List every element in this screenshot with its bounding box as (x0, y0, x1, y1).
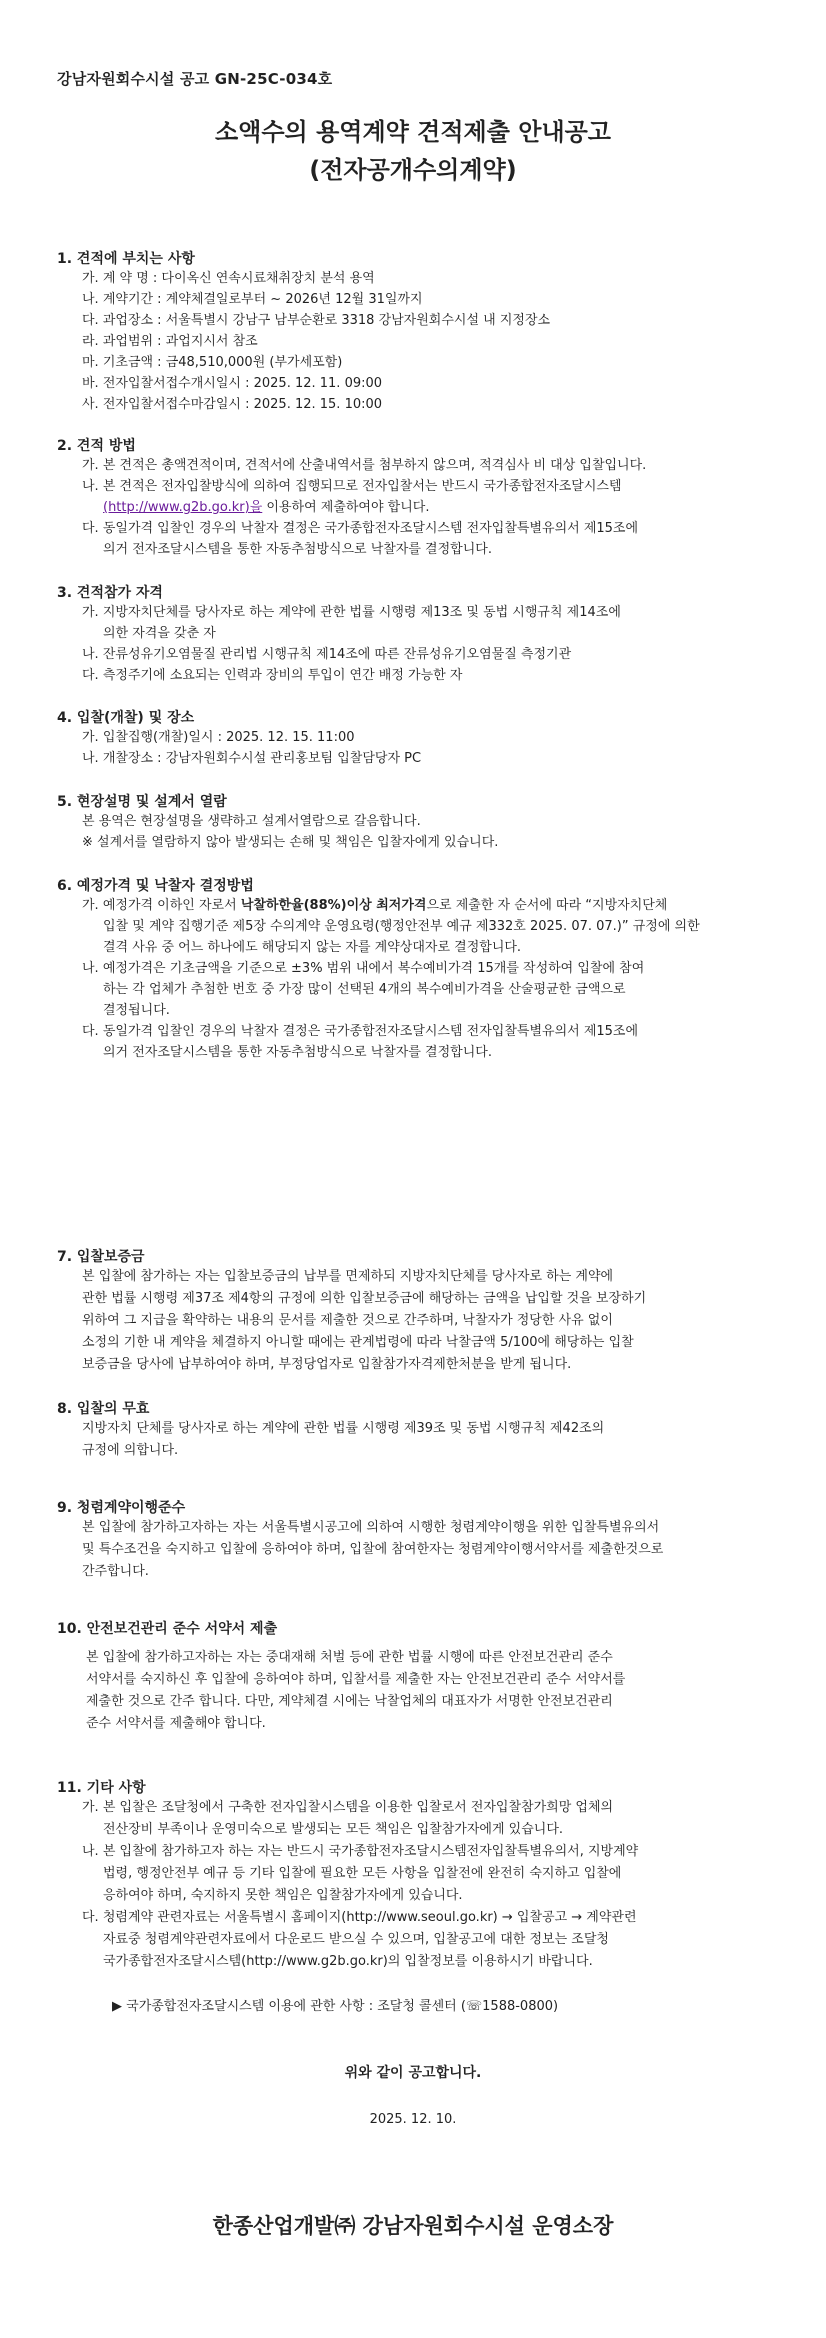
s10-line: 준수 서약서를 제출해야 합니다. (86, 1716, 266, 1731)
s11-item-na-line3: 응하여야 하며, 숙지하지 못한 책임은 입찰참가자에게 있습니다. (103, 1888, 463, 1903)
s6-item-ga-line2: 입찰 및 계약 집행기준 제5장 수의계약 운영요령(행정안전부 예규 제332호 2025. 07. 07.)” 규정에 의한 (103, 919, 700, 934)
s9-line: 본 입찰에 참가하고자하는 자는 서울특별시공고에 의하여 시행한 청렴계약이행을 위한 입찰특별유의서 (82, 1520, 660, 1535)
s1-item-base-amount: 마. 기초금액 : 금48,510,000원 (부가세포함) (82, 355, 343, 370)
s7-line: 소정의 기한 내 계약을 체결하지 아니할 때에는 관계법령에 따라 낙찰금액 5/100에 해당하는 입찰 (82, 1335, 634, 1350)
s3-item-na: 나. 잔류성유기오염물질 관리법 시행규칙 제14조에 따른 잔류성유기오염물질 측정기관 (82, 647, 572, 662)
section-6-title: 6. 예정가격 및 낙찰자 결정방법 (57, 878, 254, 894)
s6-item-ga-line1 (82, 897, 667, 915)
document-subtitle: (전자공개수의계약) (309, 156, 517, 184)
s11-item-ga-line1: 가. 본 입찰은 조달청에서 구축한 전자입찰시스템을 이용한 입찰로서 전자입찰참가희망 업체의 (82, 1800, 614, 1815)
section-8-title: 8. 입찰의 무효 (57, 1401, 150, 1417)
s10-line: 본 입찰에 참가하고자하는 자는 중대재해 처벌 등에 관한 법률 시행에 따른 안전보건관리 준수 (86, 1650, 613, 1665)
g2b-link[interactable]: (http://www.g2b.go.kr)을 (103, 500, 263, 515)
s5-line2: ※ 설계서를 열람하지 않아 발생되는 손해 및 책임은 입찰자에게 있습니다. (82, 835, 499, 850)
section-5-title: 5. 현장설명 및 설계서 열람 (57, 794, 227, 810)
s1-item-contract-period: 나. 계약기간 : 계약체결일로부터 ~ 2026년 12월 31일까지 (82, 292, 423, 307)
s1-item-contract-name: 가. 계 약 명 : 다이옥신 연속시료채취장치 분석 용역 (82, 271, 375, 286)
document-title: 소액수의 용역계약 견적제출 안내공고 (214, 118, 611, 146)
s10-line: 제출한 것으로 간주 합니다. 다만, 계약체결 시에는 낙찰업체의 대표자가 서명한 안전보건관리 (86, 1694, 613, 1709)
section-11-title: 11. 기타 사항 (57, 1780, 146, 1796)
s6-item-na-line2: 하는 각 업체가 추첨한 번호 중 가장 많이 선택된 4개의 복수예비가격을 산술평균한 금액으로 (103, 982, 626, 997)
signer-name: 한종산업개발㈜ 강남자원회수시설 운영소장 (212, 2214, 614, 2238)
closing-statement: 위와 같이 공고합니다. (344, 2065, 482, 2081)
call-center-contact: ▶ 국가종합전자조달시스템 이용에 관한 사항 : 조달청 콜센터 (☏1588-0800) (112, 1999, 559, 2014)
s6-item-na-line1: 나. 예정가격은 기초금액을 기준으로 ±3% 범위 내에서 복수예비가격 15개를 작성하여 입찰에 참여 (82, 961, 645, 976)
s4-item-ga: 가. 입찰집행(개찰)일시 : 2025. 12. 15. 11:00 (82, 730, 355, 745)
s9-line: 간주합니다. (82, 1564, 149, 1579)
s2-item-ga: 가. 본 견적은 총액견적이며, 견적서에 산출내역서를 첨부하지 않으며, 적격심사 비 대상 입찰입니다. (82, 458, 647, 473)
s11-item-na-line2: 법령, 행정안전부 예규 등 기타 입찰에 필요한 모든 사항을 입찰전에 완전히 숙지하고 입찰에 (103, 1866, 622, 1881)
s6-item-na-line3: 결정됩니다. (103, 1003, 170, 1018)
section-1-title: 1. 견적에 부치는 사항 (57, 251, 195, 267)
s2-item-na-line1: 나. 본 견적은 전자입찰방식에 의하여 집행되므로 전자입찰서는 반드시 국가종합전자조달시스템 (82, 479, 622, 494)
s7-line: 보증금을 당사에 납부하여야 하며, 부정당업자로 입찰참가자격제한처분을 받게 됩니다. (82, 1357, 572, 1372)
s1-item-work-location: 다. 과업장소 : 서울특별시 강남구 남부순환로 3318 강남자원회수시설 내 지정장소 (82, 313, 551, 328)
s8-line: 지방자치 단체를 당사자로 하는 계약에 관한 법률 시행령 제39조 및 동법 시행규칙 제42조의 (82, 1421, 605, 1436)
section-3-title: 3. 견적참가 자격 (57, 585, 163, 601)
s6-item-ga-line3: 결격 사유 중 어느 하나에도 해당되지 않는 자를 계약상대자로 결정합니다. (103, 940, 522, 955)
s3-item-da: 다. 측정주기에 소요되는 인력과 장비의 투입이 연간 배정 가능한 자 (82, 668, 463, 683)
s11-item-ga-line2: 전산장비 부족이나 운영미숙으로 발생되는 모든 책임은 입찰참가자에게 있습니다. (103, 1822, 564, 1837)
s6-ga-text-c: 으로 제출한 자 순서에 따라 “지방자치단체 (426, 898, 668, 913)
section-4-title: 4. 입찰(개찰) 및 장소 (57, 710, 195, 726)
s11-item-na-line1: 나. 본 입찰에 참가하고자 하는 자는 반드시 국가종합전자조달시스템전자입찰특별유의서, 지방계약 (82, 1844, 639, 1859)
notice-number: 강남자원회수시설 공고 GN-25C-034호 (57, 70, 333, 88)
s8-line: 규정에 의합니다. (82, 1443, 179, 1458)
s6-item-da-line2: 의거 전자조달시스템을 통한 자동추첨방식으로 낙찰자를 결정합니다. (103, 1045, 492, 1060)
s6-ga-text-a: 가. 예정가격 이하인 자로서 (82, 898, 241, 913)
s2-item-na-line2-text: 이용하여 제출하여야 합니다. (262, 500, 430, 515)
s3-item-ga-line2: 의한 자격을 갖춘 자 (103, 626, 216, 641)
s11-item-da-line1: 다. 청렴계약 관련자료는 서울특별시 홈페이지(http://www.seoul.go.kr) → 입찰공고 → 계약관련 (82, 1910, 637, 1925)
s4-item-na: 나. 개찰장소 : 강남자원회수시설 관리홍보팀 입찰담당자 PC (82, 751, 422, 766)
s3-item-ga-line1: 가. 지방자치단체를 당사자로 하는 계약에 관한 법률 시행령 제13조 및 동법 시행규칙 제14조에 (82, 605, 621, 620)
s1-item-work-scope: 라. 과업범위 : 과업지시서 참조 (82, 334, 258, 349)
s7-line: 본 입찰에 참가하는 자는 입찰보증금의 납부를 면제하되 지방자치단체를 당사자로 하는 계약에 (82, 1269, 614, 1284)
section-9-title: 9. 청렴계약이행준수 (57, 1500, 186, 1516)
notice-date: 2025. 12. 10. (369, 2112, 457, 2127)
s2-item-da-line1: 다. 동일가격 입찰인 경우의 낙찰자 결정은 국가종합전자조달시스템 전자입찰특별유의서 제15조에 (82, 521, 639, 536)
s7-line: 관한 법률 시행령 제37조 제4항의 규정에 의한 입찰보증금에 해당하는 금액을 납입할 것을 보장하기 (82, 1291, 647, 1306)
section-2-title: 2. 견적 방법 (57, 438, 136, 454)
s2-item-da-line2: 의거 전자조달시스템을 통한 자동추첨방식으로 낙찰자를 결정합니다. (103, 542, 492, 557)
s6-item-da-line1: 다. 동일가격 입찰인 경우의 낙찰자 결정은 국가종합전자조달시스템 전자입찰특별유의서 제15조에 (82, 1024, 639, 1039)
s6-ga-text-bold: 낙찰하한율(88%)이상 최저가격 (240, 898, 427, 913)
s2-item-na-line2 (103, 499, 430, 517)
s11-item-da-line3: 국가종합전자조달시스템(http://www.g2b.go.kr)의 입찰정보를 이용하시기 바랍니다. (103, 1954, 593, 1969)
s1-item-bid-close: 사. 전자입찰서접수마감일시 : 2025. 12. 15. 10:00 (82, 397, 383, 412)
s9-line: 및 특수조건을 숙지하고 입찰에 응하여야 하며, 입찰에 참여한자는 청렴계약이행서약서를 제출한것으로 (82, 1542, 664, 1557)
s10-line: 서약서를 숙지하신 후 입찰에 응하여야 하며, 입찰서를 제출한 자는 안전보건관리 준수 서약서를 (86, 1672, 626, 1687)
section-10-title: 10. 안전보건관리 준수 서약서 제출 (57, 1621, 278, 1637)
section-7-title: 7. 입찰보증금 (57, 1249, 145, 1265)
s7-line: 위하여 그 지급을 확약하는 내용의 문서를 제출한 것으로 간주하며, 낙찰자가 정당한 사유 없이 (82, 1313, 613, 1328)
s1-item-bid-open: 바. 전자입찰서접수개시일시 : 2025. 12. 11. 09:00 (82, 376, 383, 391)
s5-line1: 본 용역은 현장설명을 생략하고 설계서열람으로 갈음합니다. (82, 814, 421, 829)
s11-item-da-line2: 자료중 청렴계약관련자료에서 다운로드 받으실 수 있으며, 입찰공고에 대한 정보는 조달청 (103, 1932, 609, 1947)
